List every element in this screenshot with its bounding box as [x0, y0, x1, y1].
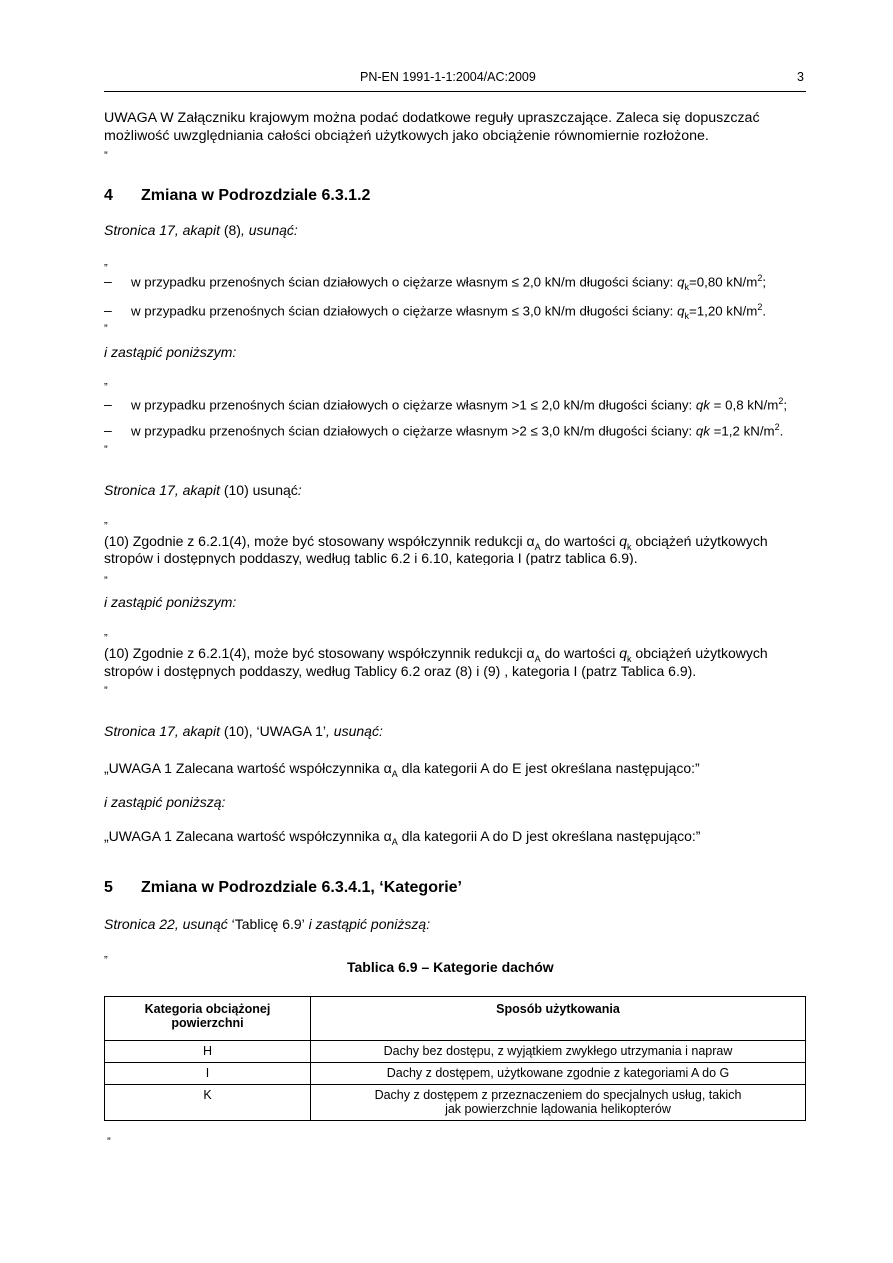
q-symbol: q — [677, 274, 685, 290]
list-dash: – — [104, 302, 112, 318]
instruction-italic: Stronica 17, akapit — [104, 222, 224, 238]
intro-note-line2: możliwość uwzględniania całości obciążeń użytkowych jako obciążenie równomiernie rozłożone. — [104, 128, 709, 144]
list-item-end: . — [762, 303, 767, 319]
exponent: 2 — [757, 273, 763, 283]
note-text: dla kategorii A do D jest określana następująco:” — [397, 828, 701, 844]
q-subscript: k — [684, 282, 689, 293]
alpha-subscript: A — [534, 653, 541, 664]
paragraph-text: stropów i dostępnych poddaszy, według tablic 6.2 i 6.10, kategoria I (patrz tablica 6.9). — [104, 550, 638, 565]
instruction-normal: ‘Tablicę 6.9’ — [231, 916, 305, 932]
category-cell: H — [105, 1041, 311, 1063]
old-paragraph-10-line2-clipped — [104, 549, 806, 565]
replace-instruction-1: i zastąpić poniższym: — [104, 344, 237, 360]
note-text: „UWAGA 1 Zalecana wartość współczynnika α — [104, 760, 392, 776]
section4-number: 4 — [104, 187, 113, 204]
instruction-normal: (10) usunąć — [223, 482, 298, 498]
instruction-italic: i zastąpić poniższą: — [304, 916, 431, 932]
q-symbol: q — [677, 303, 685, 319]
list-item — [131, 302, 766, 321]
instruction-italic: Stronica 22, usunąć — [104, 916, 232, 932]
section5-number: 5 — [104, 879, 113, 896]
table-row — [105, 1063, 806, 1085]
new-paragraph-10-line2: stropów i dostępnych poddaszy, według Tablicy 6.2 oraz (8) i (9) , kategoria I (patrz Tablica 6.9). — [104, 663, 697, 679]
column-header-usage: Sposób użytkowania — [311, 997, 806, 1041]
category-cell: I — [105, 1063, 311, 1085]
q-symbol: q — [619, 645, 628, 661]
list-item-value: =1,2 kN/m — [709, 423, 775, 439]
new-note-1 — [104, 828, 700, 847]
alpha-subscript: A — [391, 836, 398, 847]
list-item-text: w przypadku przenośnych ścian działowych o ciężarze własnym ≤ 2,0 kN/m długości ściany: — [131, 274, 678, 290]
table-header-row — [105, 997, 806, 1041]
quote-mark: „ — [104, 256, 108, 268]
note-text: dla kategorii A do E jest określana następująco:” — [397, 760, 700, 776]
section5-instruction — [104, 916, 430, 932]
quote-mark: ” — [107, 1136, 111, 1148]
instruction-italic: , usunąć: — [326, 723, 383, 739]
list-item — [131, 422, 783, 438]
instruction-italic: : — [297, 482, 302, 498]
category-cell: K — [105, 1085, 311, 1121]
q-subscript: k — [627, 653, 632, 664]
instruction-italic: Stronica 17, akapit — [104, 723, 224, 739]
roof-categories-table — [104, 996, 806, 1121]
replace-instruction-3: i zastąpić poniższą: — [104, 794, 226, 810]
section4-instruction-2 — [104, 482, 302, 498]
paragraph-text: obciążeń użytkowych — [631, 645, 768, 661]
column-header-category: Kategoria obciążonej powierzchni — [105, 997, 311, 1041]
list-dash: – — [104, 273, 112, 289]
list-item-value: =0,80 kN/m — [688, 274, 758, 290]
intro-note-line1: UWAGA W Załączniku krajowym można podać dodatkowe reguły upraszczające. Zaleca się dopuszczać — [104, 110, 760, 126]
paragraph-text: do wartości — [540, 645, 620, 661]
list-item — [131, 273, 766, 292]
quote-mark: „ — [104, 948, 108, 960]
section4-title: Zmiana w Podrozdziale 6.3.1.2 — [141, 187, 371, 204]
list-dash: – — [104, 396, 112, 412]
paragraph-text: (10) Zgodnie z 6.2.1(4), może być stosowany współczynnik redukcji α — [104, 533, 535, 549]
replace-instruction-2: i zastąpić poniższym: — [104, 594, 237, 610]
alpha-subscript: A — [391, 768, 398, 779]
quote-mark: ” — [104, 323, 108, 335]
usage-cell: Dachy bez dostępu, z wyjątkiem zwykłego utrzymania i napraw — [311, 1041, 806, 1063]
paragraph-text: (10) Zgodnie z 6.2.1(4), może być stosowany współczynnik redukcji α — [104, 645, 535, 661]
q-symbol: q — [619, 533, 628, 549]
quote-mark: „ — [104, 626, 108, 638]
q-subscript: k — [684, 311, 689, 322]
header-divider — [104, 91, 806, 92]
list-item-value: = 0,8 kN/m — [709, 397, 779, 413]
instruction-italic: , usunąć: — [240, 222, 298, 238]
list-dash: – — [104, 422, 112, 438]
quote-mark: ” — [104, 575, 108, 587]
paragraph-text: do wartości — [540, 533, 620, 549]
alpha-subscript: A — [534, 541, 541, 552]
list-item — [131, 396, 787, 412]
table-row — [105, 1085, 806, 1121]
q-symbol: qk — [695, 423, 710, 439]
note-text: „UWAGA 1 Zalecana wartość współczynnika α — [104, 828, 392, 844]
exponent: 2 — [778, 396, 784, 406]
q-subscript: k — [627, 541, 632, 552]
quote-mark: „ — [104, 514, 108, 526]
old-note-1 — [104, 760, 700, 779]
list-item-end: . — [779, 423, 784, 439]
exponent: 2 — [774, 422, 780, 432]
quote-mark: ” — [104, 150, 108, 162]
page-number: 3 — [797, 70, 804, 84]
list-item-text: w przypadku przenośnych ścian działowych o ciężarze własnym >2 ≤ 3,0 kN/m długości ściany: — [131, 423, 696, 439]
table-row — [105, 1041, 806, 1063]
section5-title: Zmiana w Podrozdziale 6.3.4.1, ‘Kategorie’ — [141, 879, 462, 896]
usage-cell: Dachy z dostępem z przeznaczeniem do specjalnych usług, takich jak powierzchnie lądowania helikopterów — [311, 1085, 806, 1121]
instruction-normal: (10), ‘UWAGA 1’ — [223, 723, 327, 739]
q-symbol: qk — [695, 397, 710, 413]
table-caption: Tablica 6.9 – Kategorie dachów — [347, 959, 554, 975]
list-item-end: ; — [762, 274, 767, 290]
quote-mark: ” — [104, 685, 108, 697]
instruction-normal: (8) — [223, 222, 241, 238]
section4-instruction-1 — [104, 222, 298, 238]
list-item-text: w przypadku przenośnych ścian działowych o ciężarze własnym >1 ≤ 2,0 kN/m długości ściany: — [131, 397, 696, 413]
list-item-text: w przypadku przenośnych ścian działowych o ciężarze własnym ≤ 3,0 kN/m długości ściany: — [131, 303, 678, 319]
new-paragraph-10-line1 — [104, 645, 768, 664]
section4-instruction-3 — [104, 723, 383, 739]
paragraph-text: obciążeń użytkowych — [631, 533, 768, 549]
quote-mark: „ — [104, 375, 108, 387]
list-item-value: =1,20 kN/m — [688, 303, 758, 319]
quote-mark: ” — [104, 444, 108, 456]
usage-cell: Dachy z dostępem, użytkowane zgodnie z kategoriami A do G — [311, 1063, 806, 1085]
document-header-title: PN-EN 1991-1-1:2004/AC:2009 — [360, 70, 536, 84]
exponent: 2 — [757, 302, 763, 312]
list-item-end: ; — [783, 397, 788, 413]
instruction-italic: Stronica 17, akapit — [104, 482, 224, 498]
